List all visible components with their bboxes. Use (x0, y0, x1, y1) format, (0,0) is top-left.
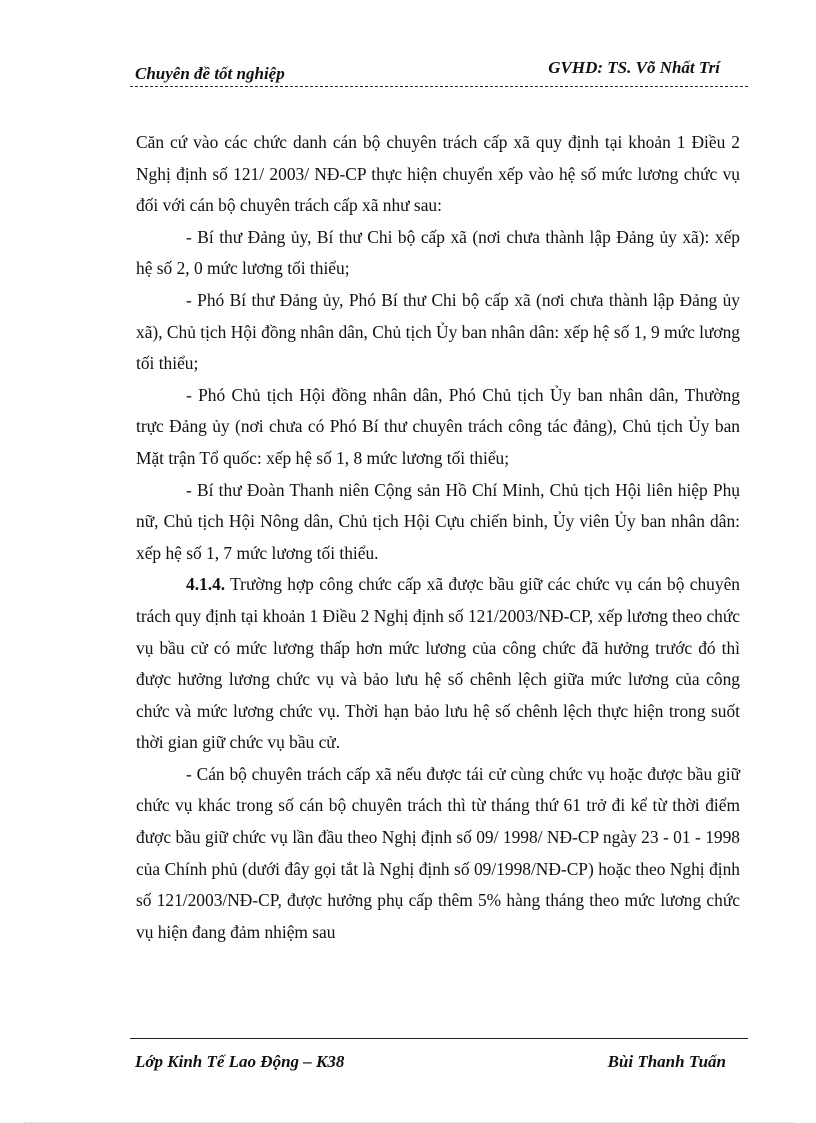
document-body (136, 127, 740, 948)
paragraph-item-1: - Bí thư Đảng ủy, Bí thư Chi bộ cấp xã (nơi chưa thành lập Đảng ủy xã): xếp hệ số 2, 0 mức lương tối thiểu; (136, 226, 740, 279)
paragraph-intro: Căn cứ vào các chức danh cán bộ chuyên trách cấp xã quy định tại khoản 1 Điều 2 Nghị định số 121/ 2003/ NĐ-CP thực hiện chuyển xếp vào hệ số mức lương chức vụ đối với cán bộ chuyên trách cấp xã như sau: (136, 132, 740, 216)
header-supervisor: GVHD: TS. Võ Nhất Trí (548, 58, 720, 77)
paragraph-reelection: - Cán bộ chuyên trách cấp xã nếu được tái cử cùng chức vụ hoặc được bầu giữ chức vụ khác trong số cán bộ chuyên trách thì từ tháng thứ 61 trở đi kể từ thời điểm được bầu giữ chức vụ lần đầu theo Nghị định số 09/ 1998/ NĐ-CP ngày 23 - 01 - 1998 của Chính phủ (dưới đây gọi tắt là Nghị định số 09/1998/NĐ-CP) hoặc theo Nghị định số 121/2003/NĐ-CP, được hưởng phụ cấp thêm 5% hàng tháng theo mức lương chức vụ hiện đang đảm nhiệm sau (136, 763, 740, 942)
page-footer (130, 1038, 740, 1078)
paragraph-item-2: - Phó Bí thư Đảng ủy, Phó Bí thư Chi bộ cấp xã (nơi chưa thành lập Đảng ủy xã), Chủ tịch Hội đồng nhân dân, Chủ tịch Ủy ban nhân dân: xếp hệ số 1, 9 mức lương tối thiểu; (136, 289, 740, 374)
paragraph-item-4: - Bí thư Đoàn Thanh niên Cộng sản Hồ Chí Minh, Chủ tịch Hội liên hiệp Phụ nữ, Chủ tịch Hội Nông dân, Chủ tịch Hội Cựu chiến binh, Ủy viên Ủy ban nhân dân: xếp hệ số 1, 7 mức lương tối thiểu. (136, 479, 740, 563)
footer-class-name: Lớp Kinh Tế Lao Động – K38 (135, 1052, 345, 1071)
section-number: 4.1.4. (186, 574, 226, 595)
paragraph-item-3: - Phó Chủ tịch Hội đồng nhân dân, Phó Chủ tịch Ủy ban nhân dân, Thường trực Đảng ủy (nơi chưa có Phó Bí thư chuyên trách công tác đảng), Chủ tịch Ủy ban Mặt trận Tổ quốc: xếp hệ số 1, 8 mức lương tối thiểu; (136, 384, 740, 468)
footer-author: Bùi Thanh Tuấn (607, 1052, 726, 1071)
header-course-title: Chuyên đề tốt nghiệp (135, 64, 285, 83)
header-divider (130, 86, 748, 87)
page-header (130, 58, 740, 88)
footer-divider (130, 1038, 748, 1039)
section-text: Trường hợp công chức cấp xã được bầu giữ các chức vụ cán bộ chuyên trách quy định tại khoản 1 Điều 2 Nghị định số 121/2003/NĐ-CP, xếp lương theo chức vụ bầu cử có mức lương thấp hơn mức lương của công chức đã hưởng trước đó thì được hưởng lương chức vụ và bảo lưu hệ số chênh lệch giữa mức lương của công chức và mức lương chức vụ. Thời hạn bảo lưu hệ số chênh lệch thực hiện trong suốt thời gian giữ chức vụ bầu cử. (136, 574, 740, 753)
paragraph-section-4-1-4 (136, 569, 740, 759)
